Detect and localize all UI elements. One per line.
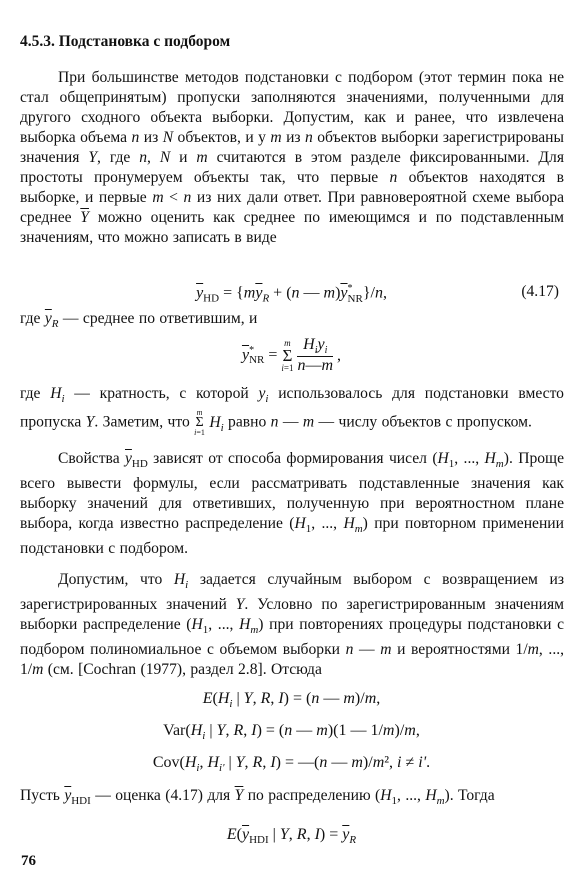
- paragraph-hdi: Пусть $\overline{y}_{HDI}$ — оценка (4.17) для $\overline{Y}$ по распределению ($H_1$, ..., $H_m$). Тогда: [20, 787, 495, 808]
- equation-expectation: $E(H_i$ | Y, R, I) = (n — m)/m,: [202, 690, 381, 711]
- equation-hdi-expectation: $E(\overline{y}_{HDI}$ | Y, R, $I) = \overline{y}_R$: [226, 826, 357, 847]
- equation-nr-mean: $\overline{y}^*_{NR}$ = m Σ i=1 $H_iy_i$ n—m ,: [241, 336, 342, 375]
- equation-variance: $Var(H_i$ | Y, R, I) = (n — m)(1 — 1/m)/m,: [163, 722, 420, 743]
- paragraph-properties: Свойства $\overline{y}_{HD}$ зависят от способа формирования чисел ($H_1$, ..., $H_m$). Проще всего вывести формулы, если рассматривать подставленные значения как выборку значений для ответивших, полученную при вероятностном плане выбора, когда известно распределение ($H_1$, ..., $H_m$) при повторном применении подстановки с подбором.: [20, 450, 564, 558]
- paragraph-mean-respondents: где $\overline{y}_R$ — среднее по ответившим, и: [20, 310, 258, 331]
- page-number: 76: [21, 853, 36, 869]
- paragraph-intro: При большинстве методов подстановки с подбором (этот термин пока не стал общепринятым) пропуски заполняются значениями, полученными для другого сходного объекта выборки. Допустим, как и ранее, что извлечена выборка объема n из N объектов, и у m из n объектов выборки зарегистрированы значения Y, где n, N и m считаются в этом разделе фиксированными. Для простоты пронумеруем объекты так, что первые n объектов находятся в выборке, и первые m < n из них дали ответ. При равновероятной схеме выбора среднее $\overline{Y}$ можно оценить как среднее по имеющимся и по подставленным значениям, что можно записать в виде: [20, 69, 565, 246]
- equation-number: (4.17): [521, 283, 559, 300]
- section-heading: 4.5.3. Подстановка с подбором: [20, 33, 231, 50]
- paragraph-multiplicity: где $H_i$ — кратность, с которой $y_i$ использовалось для подстановки вместо пропуска Y. Заметим, что m Σ i=1 $H_i$ равно n — m — числу объектов с пропуском.: [20, 385, 564, 438]
- equation-covariance: $Cov(H_i$, $H_{i'}$ | Y, R, I) = —(n — m)/m², i ≠ i'.: [152, 754, 431, 775]
- equation-4-17: $\overline{y}_{HD} = \{m\overline{y}_R + (n$ — $m)\overline{y}^*_{NR}\}/n$,: [196, 283, 387, 305]
- paragraph-random-selection: Допустим, что $H_i$ задается случайным выбором с возвращением из зарегистрированных значений Y. Условно по зарегистрированным значениям выборки распределение ($H_1$, ..., $H_m$) при повторениях процедуры подстановки с подбором полиномиальное с объемом выборки n — m и вероятностями 1/m, ..., 1/m (см. [Cochran (1977), раздел 2.8]. Отсюда: [20, 571, 565, 679]
